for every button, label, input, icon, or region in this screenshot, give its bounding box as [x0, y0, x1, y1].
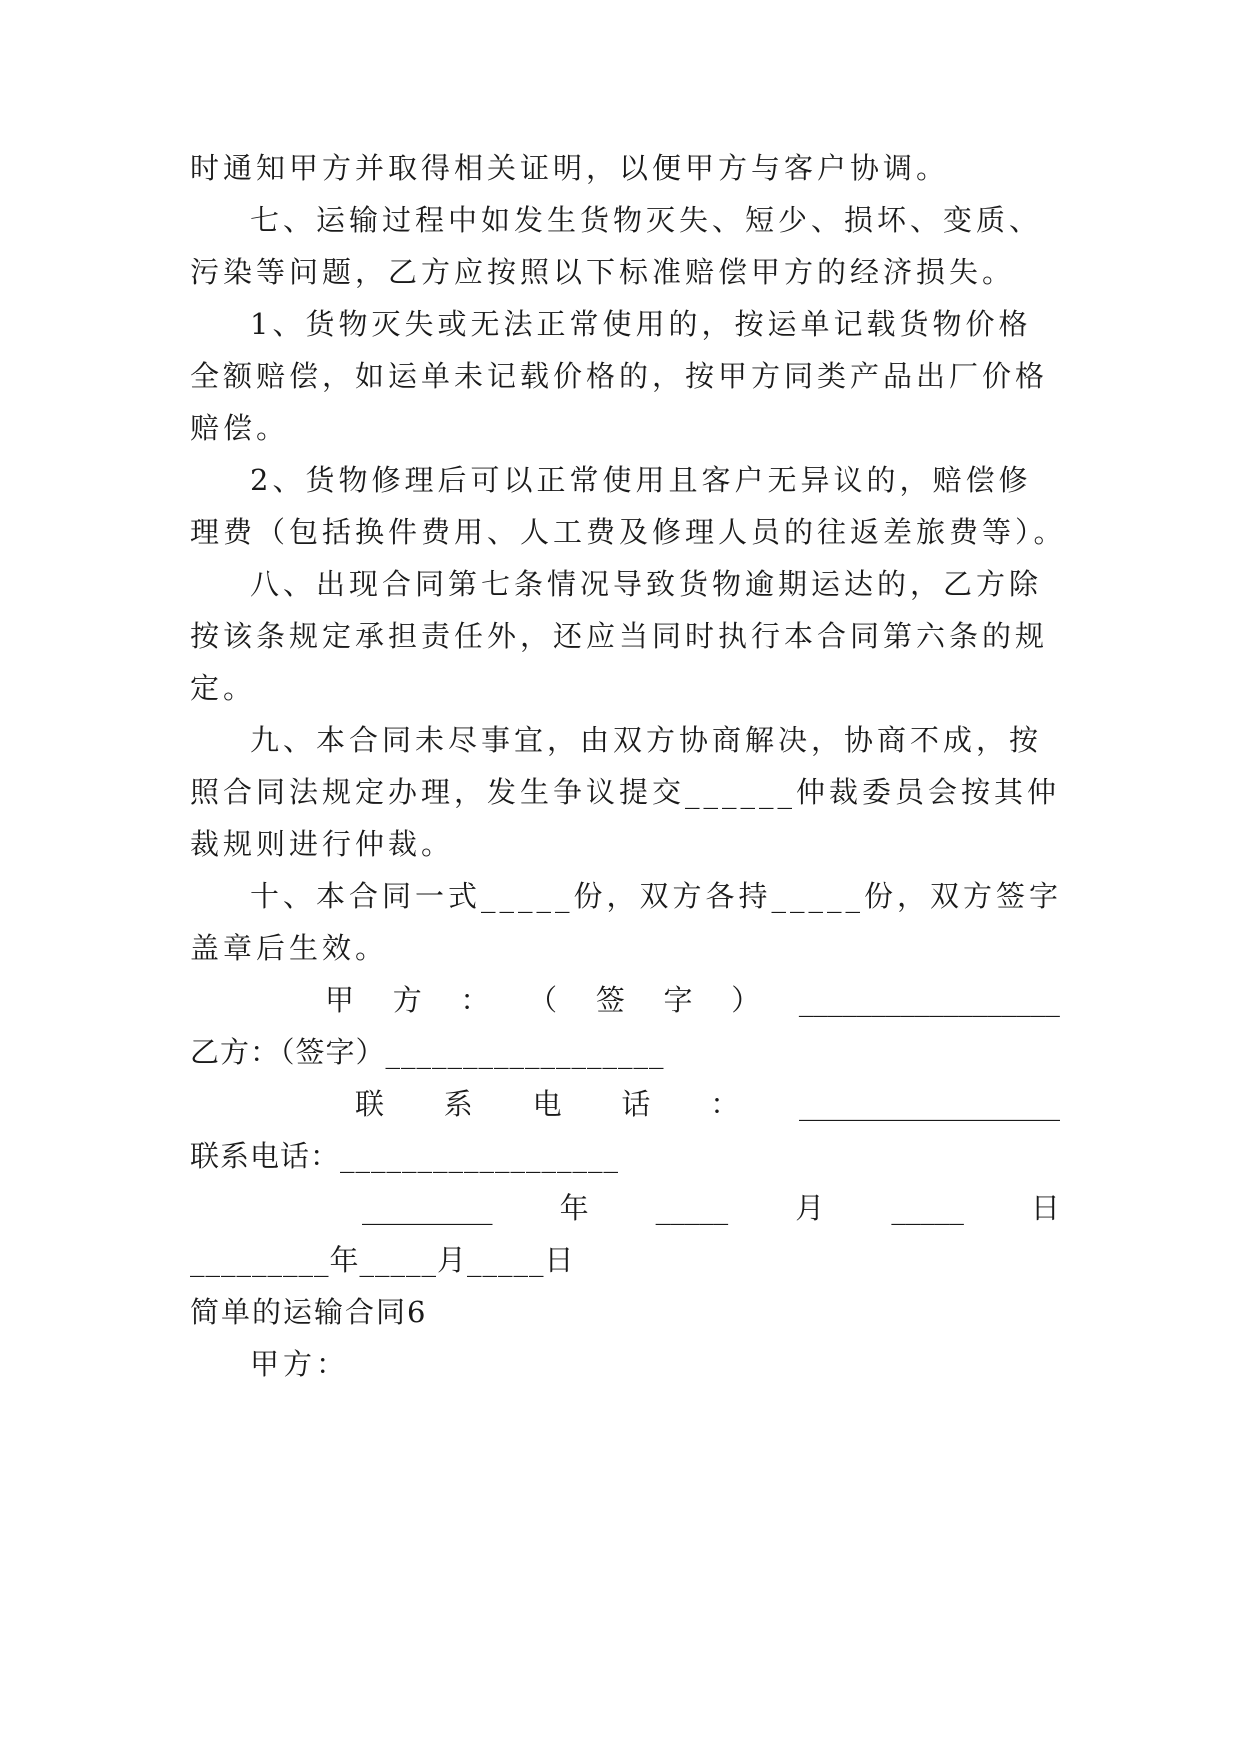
party-a-char: 方: [392, 983, 422, 1017]
section-title: 简单的运输合同6: [190, 1295, 428, 1329]
paragraph-line: 照合同法规定办理，发生争议提交______仲裁委员会按其仲: [190, 775, 1061, 809]
party-a-char: ）: [731, 983, 761, 1017]
party-a-label: 甲方：: [250, 1347, 350, 1381]
day-label: 日: [1030, 1191, 1060, 1225]
paragraph-line: 按该条规定承担责任外，还应当同时执行本合同第六条的规: [190, 619, 1049, 653]
phone-char: 话: [621, 1087, 651, 1121]
phone-char: 电: [532, 1087, 562, 1121]
paragraph-line: 全额赔偿，如运单未记载价格的，按甲方同类产品出厂价格: [190, 359, 1049, 393]
paragraph-line: 九、本合同未尽事宜，由双方协商解决，协商不成，按: [250, 723, 1043, 757]
party-a-phone-line: [355, 1084, 1060, 1124]
party-a-char: 签: [595, 983, 625, 1017]
paragraph-line: 定。: [190, 671, 257, 705]
paragraph-line: 七、运输过程中如发生货物灭失、短少、损坏、变质、: [250, 203, 1043, 237]
party-a-char: （: [528, 983, 558, 1017]
party-a-char: ：: [460, 983, 490, 1017]
paragraph-line: 盖章后生效。: [190, 931, 389, 965]
paragraph-line: 八、出现合同第七条情况导致货物逾期运达的，乙方除: [250, 567, 1043, 601]
paragraph-line: 十、本合同一式_____份，双方各持_____份，双方签字: [250, 879, 1063, 913]
party-b-signature-line: 乙方：（签字）__________________: [190, 1035, 665, 1069]
paragraph-line: 时通知甲方并取得相关证明，以便甲方与客户协调。: [190, 151, 950, 185]
party-b-phone-line: 联系电话：__________________: [190, 1139, 620, 1173]
party-a-signature-blank: __________________: [798, 983, 1060, 1017]
party-a-phone-blank: __________________: [798, 1087, 1060, 1121]
party-b-date-line: _________年_____月_____日: [190, 1243, 575, 1277]
month-label: 月: [795, 1191, 825, 1225]
paragraph-line: 2、货物修理后可以正常使用且客户无异议的，赔偿修: [250, 463, 1032, 497]
phone-char: 系: [443, 1087, 473, 1121]
year-blank: _________: [362, 1191, 493, 1225]
phone-char: ：: [710, 1087, 740, 1121]
paragraph-line: 赔偿。: [190, 411, 290, 445]
month-blank: _____: [655, 1191, 729, 1225]
day-blank: _____: [891, 1191, 964, 1225]
paragraph-line: 污染等问题，乙方应按照以下标准赔偿甲方的经济损失。: [190, 255, 1016, 289]
paragraph-line: 理费（包括换件费用、人工费及修理人员的往返差旅费等）。: [190, 515, 1067, 549]
paragraph-line: 裁规则进行仲裁。: [190, 827, 455, 861]
paragraph-line: 1、货物灭失或无法正常使用的，按运单记载货物价格: [250, 307, 1032, 341]
party-a-char: 字: [663, 983, 693, 1017]
party-a-char: 甲: [325, 983, 355, 1017]
party-a-signature-line: [325, 980, 1060, 1020]
party-a-date-line: [362, 1188, 1060, 1228]
phone-char: 联: [355, 1087, 385, 1121]
year-label: 年: [559, 1191, 589, 1225]
